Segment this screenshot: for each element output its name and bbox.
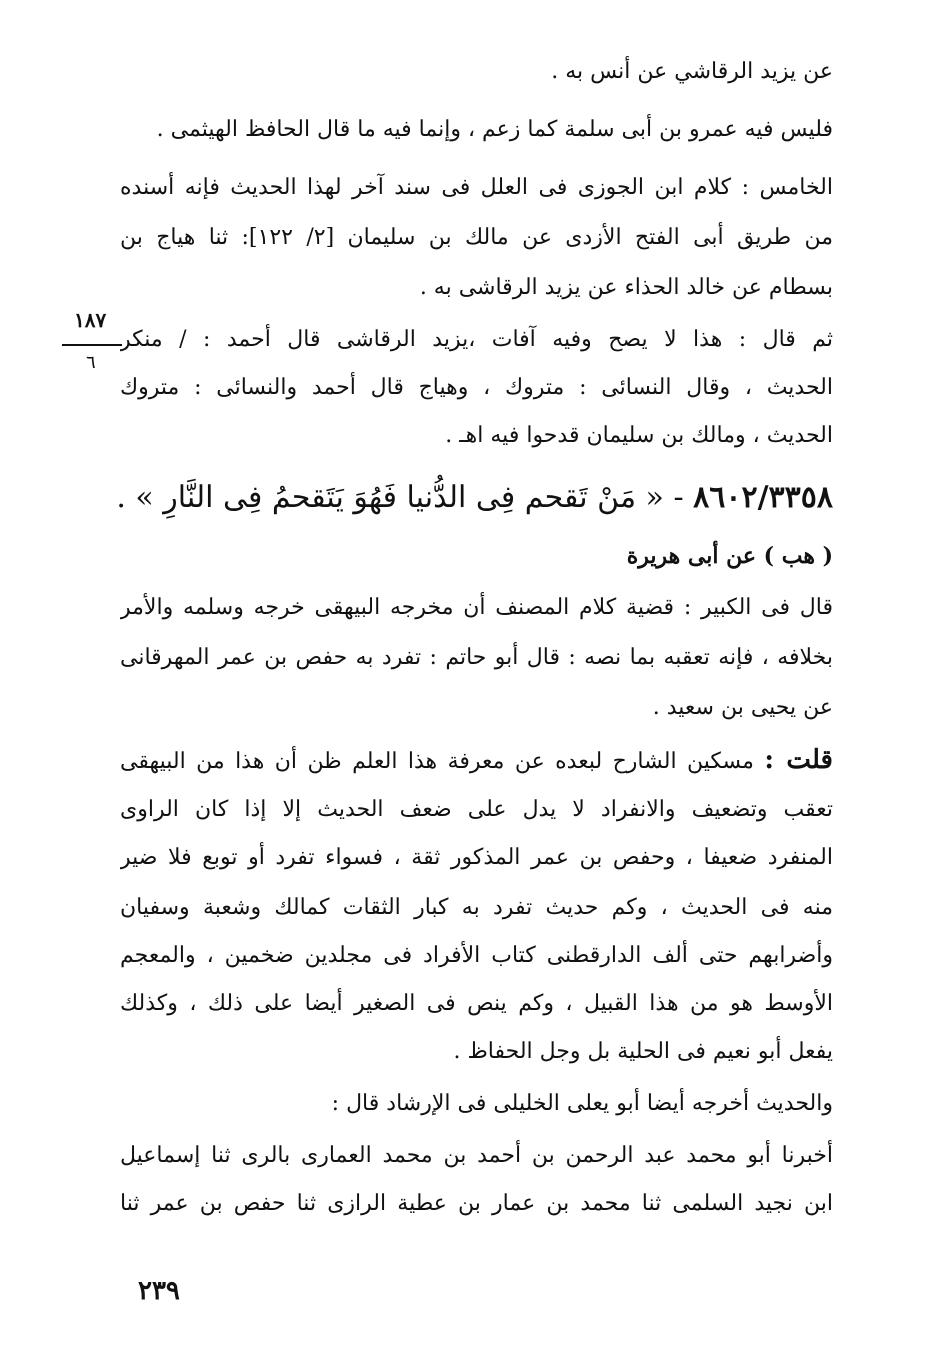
qultu-label: قلت : [764,745,833,775]
qultu-line: وأضرابهم حتى ألف الدارقطنى كتاب الأفراد فى مجلدين ضخمين ، والمعجم [120,943,833,968]
text-line: من طريق أبى الفتح الأزدى عن مالك بن سليمان [٢/ ١٢٢]: ثنا هياج بن [120,225,833,250]
hadith-text: - « مَنْ تَقحم فِى الدُّنيا فَهُوَ يَتَقحمُ فِى النَّارِ » . [116,480,684,515]
qultu-text: مسكين الشارح لبعده عن معرفة هذا العلم ظن أن هذا من البيهقى [120,749,754,774]
text-line: الحديث ، ومالك بن سليمان قدحوا فيه اهـ . [445,423,833,448]
text-line: فليس فيه عمرو بن أبى سلمة كما زعم ، وإنما فيه ما قال الحافظ الهيثمى . [156,117,833,142]
hadith-source: ( هب ) عن أبى هريرة [626,543,833,569]
page-number: ٢٣٩ [138,1276,180,1306]
margin-page-reference: ١٨٧ [74,308,107,332]
qultu-line: تعقب وتضعيف والانفراد لا يدل على ضعف الحديث إلا إذا كان الراوى [120,797,833,822]
qultu-line: منه فى الحديث ، وكم حديث تفرد به كبار الثقات كمالك وشعبة وسفيان [120,895,833,920]
text-line: بسطام عن خالد الحذاء عن يزيد الرقاشى به . [419,275,833,300]
tail-line: أخبرنا أبو محمد عبد الرحمن بن أحمد بن محمد العمارى بالرى ثنا إسماعيل [120,1143,833,1168]
tail-line: والحديث أخرجه أيضا أبو يعلى الخليلى فى الإرشاد قال : [331,1091,833,1116]
hadith-number: ٨٦٠٢/٣٣٥٨ [693,480,833,515]
hadith-entry [116,474,833,522]
margin-page-sub: ٦ [86,352,96,373]
commentary-line: قال فى الكبير : قضية كلام المصنف أن مخرجه البيهقى خرجه وسلمه والأمر [120,595,833,620]
qultu-line: المنفرد ضعيفا ، وحفص بن عمر المذكور ثقة ، فسواء تفرد أو توبع فلا ضير [120,845,833,870]
margin-divider [62,344,122,346]
qultu-line [120,740,833,782]
commentary-line: بخلافه ، فإنه تعقبه بما نصه : قال أبو حاتم : تفرد به حفص بن عمر المهرقانى [120,645,833,670]
qultu-line: يفعل أبو نعيم فى الحلية بل وجل الحفاظ . [453,1039,833,1064]
tail-line: ابن نجيد السلمى ثنا محمد بن عمار بن عطية الرازى ثنا حفص بن عمر ثنا [120,1191,833,1216]
text-line: الحديث ، وقال النسائى : متروك ، وهياج قال أحمد والنسائى : متروك [120,375,833,400]
text-line: ثم قال : هذا لا يصح وفيه آفات ،يزيد الرقاشى قال أحمد : / منكر [120,327,833,352]
qultu-line: الأوسط هو من هذا القبيل ، وكم ينص فى الصغير أيضا على ذلك ، وكذلك [120,991,833,1016]
commentary-line: عن يحيى بن سعيد . [652,695,833,720]
text-line: عن يزيد الرقاشي عن أنس به . [551,59,833,84]
text-line: الخامس : كلام ابن الجوزى فى العلل فى سند آخر لهذا الحديث فإنه أسنده [120,175,833,200]
